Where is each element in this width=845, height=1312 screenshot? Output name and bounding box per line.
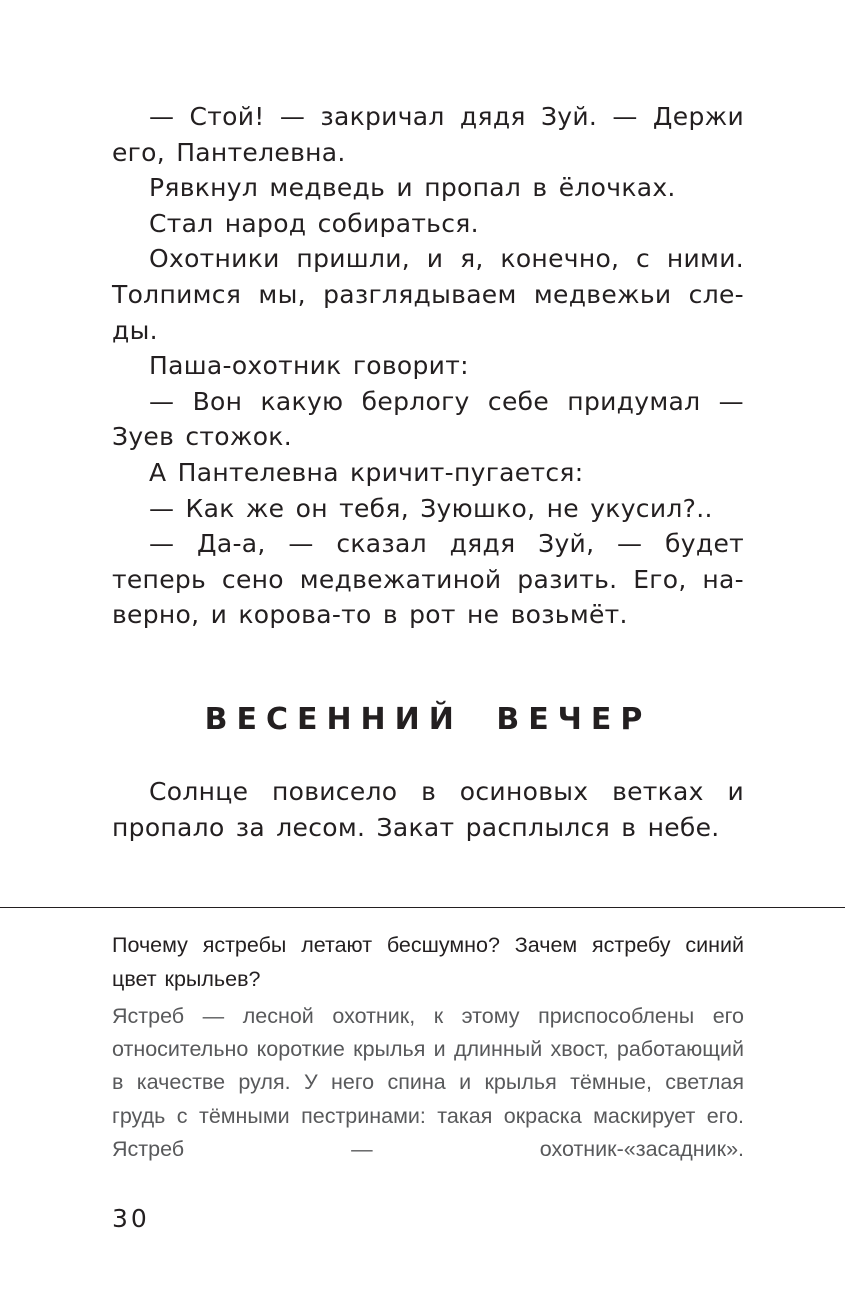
story-text <box>112 99 744 633</box>
page-number: 30 <box>112 1204 150 1233</box>
paragraph: — Как же он тебя, Зуюшко, не укусил?.. <box>149 493 713 523</box>
paragraph: Паша-охотник говорит: <box>149 351 469 381</box>
section-divider <box>0 907 845 908</box>
paragraph: А Пантелевна кричит-пугается: <box>149 457 584 487</box>
chapter-text <box>112 774 744 845</box>
info-question: Почему ястребы летают бесшумно? Зачем ястребу синий цвет крыльев? <box>112 933 744 991</box>
paragraph: Охотники пришли, и я, конечно, с ними. Толпимся мы, разглядываем медвежьи сле-ды. <box>112 244 744 345</box>
info-answer: Ястреб — лесной охотник, к этому приспособлены его относительно короткие крылья и длинный хвост, работающий в качестве руля. У него спина и крылья тёмные, светлая грудь с тёмными пестринами: такая окраска маскирует его. Ястреб — охотник-«засадник». <box>112 1004 744 1161</box>
paragraph: Рявкнул медведь и пропал в ёлочках. <box>149 173 676 203</box>
paragraph: — Вон какую берлогу себе придумал — Зуев стожок. <box>112 386 744 452</box>
paragraph: — Стой! — закричал дядя Зуй. — Держи его, Пантелевна. <box>112 102 744 167</box>
chapter-title: ВЕСЕННИЙ ВЕЧЕР <box>204 702 652 737</box>
info-box <box>112 928 744 1166</box>
paragraph: Солнце повисело в осиновых ветках и пропало за лесом. Закат расплылся в небе. <box>112 777 744 842</box>
paragraph: Стал народ собираться. <box>149 208 479 238</box>
paragraph: — Да-а, — сказал дядя Зуй, — будет теперь сено медвежатиной разить. Его, на-верно, и корова-то в рот не возьмёт. <box>112 529 744 630</box>
